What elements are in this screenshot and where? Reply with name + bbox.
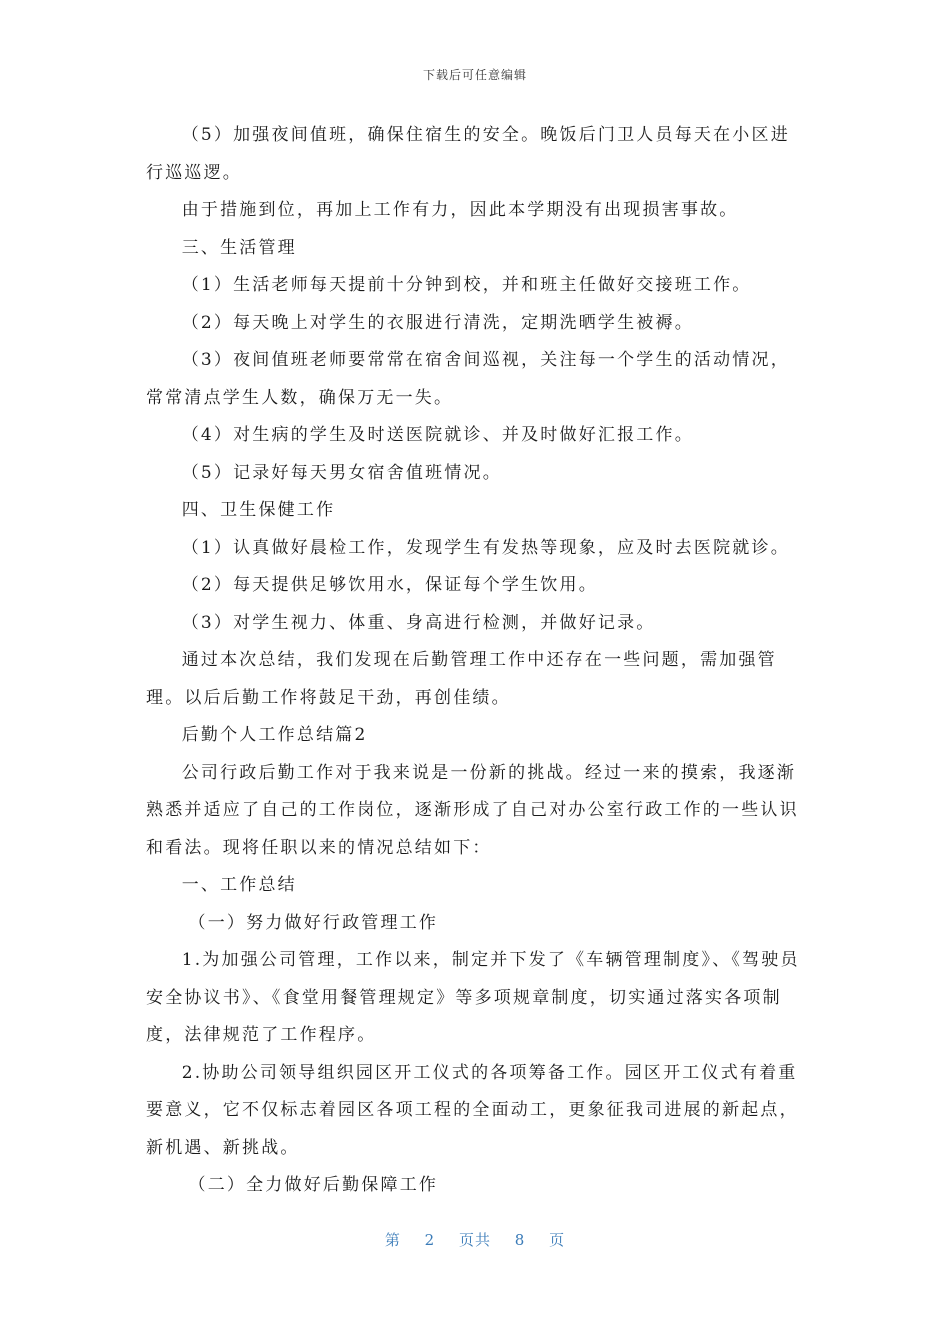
page-footer: 第 2 页共 8 页 <box>384 1231 566 1249</box>
paragraph: （3）对学生视力、体重、身高进行检测，并做好记录。 <box>181 612 656 633</box>
section-heading: 三、生活管理 <box>181 237 297 258</box>
paragraph: （2）每天晚上对学生的衣服进行清洗，定期洗晒学生被褥。 <box>181 312 694 333</box>
paragraph: 通过本次总结，我们发现在后勤管理工作中还存在一些问题，需加强管理。以后后勤工作将鼓足干劲，再创佳绩。 <box>146 650 777 708</box>
paragraph: （3）夜间值班老师要常常在宿舍间巡视，关注每一个学生的活动情况，常常清点学生人数，确保万无一失。 <box>146 350 790 408</box>
paragraph: 由于措施到位，再加上工作有力，因此本学期没有出现损害事故。 <box>181 200 739 220</box>
paragraph: （5）加强夜间值班，确保住宿生的安全。晚饭后门卫人员每天在小区进行巡巡逻。 <box>146 125 790 183</box>
paragraph: 2.协助公司领导组织园区开工仪式的各项筹备工作。园区开工仪式有着重要意义，它不仅标志着园区各项工程的全面动工，更象征我司进展的新起点，新机遇、新挑战。 <box>146 1062 799 1158</box>
page-header: 下载后可任意编辑 <box>422 68 527 82</box>
section-heading: 四、卫生保健工作 <box>181 500 336 520</box>
document-body <box>146 117 808 1205</box>
paragraph: （5）记录好每天男女宿舍值班情况。 <box>181 462 502 483</box>
subsection-heading: （二）全力做好后勤保障工作 <box>188 1175 439 1195</box>
paragraph: （4）对生病的学生及时送医院就诊、并及时做好汇报工作。 <box>181 425 694 445</box>
paragraph: 公司行政后勤工作对于我来说是一份新的挑战。经过一来的摸索，我逐渐熟悉并适应了自己的工作岗位，逐渐形成了自己对办公室行政工作的一些认识和看法。现将任职以来的情况总结如下： <box>146 762 799 858</box>
section-heading: 一、工作总结 <box>181 875 297 895</box>
paragraph: 1.为加强公司管理，工作以来，制定并下发了《车辆管理制度》、《驾驶员安全协议书》、《食堂用餐管理规定》等多项规章制度，切实通过落实各项制度，法律规范了工作程序。 <box>146 950 800 1045</box>
paragraph: （2）每天提供足够饮用水，保证每个学生饮用。 <box>181 575 598 595</box>
paragraph: （1）认真做好晨检工作，发现学生有发热等现象，应及时去医院就诊。 <box>181 537 790 558</box>
paragraph: （1）生活老师每天提前十分钟到校，并和班主任做好交接班工作。 <box>181 275 752 295</box>
article-title: 后勤个人工作总结篇2 <box>181 725 368 745</box>
subsection-heading: （一）努力做好行政管理工作 <box>188 912 439 933</box>
